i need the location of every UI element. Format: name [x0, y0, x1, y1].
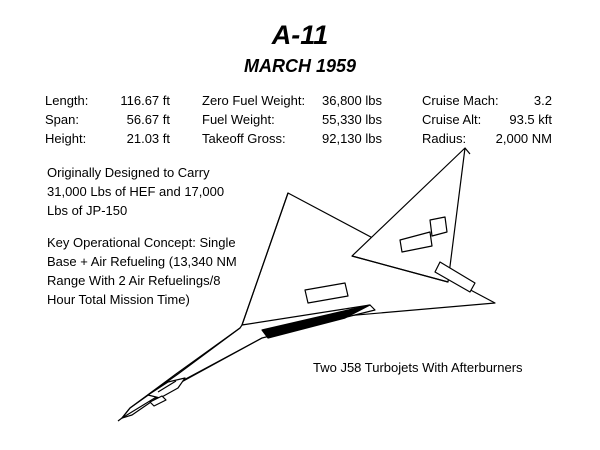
fin-control-surface-upper	[430, 217, 447, 236]
spec-value: 116.67 ft	[120, 93, 170, 108]
spec-label: Length:	[45, 93, 89, 108]
spec-value: 92,130 lbs	[322, 131, 382, 146]
spec-label: Cruise Alt:	[422, 112, 482, 127]
operational-concept-note: Key Operational Concept: Single Base + Air Refueling (13,340 NM Range With 2 Air Refuelings/8 Hour Total Mission Time)	[47, 235, 237, 307]
spec-value: 93.5 kft	[509, 112, 552, 127]
spec-value: 21.03 ft	[126, 131, 170, 146]
spec-value: 3.2	[533, 93, 552, 108]
spec-value: 56.67 ft	[126, 112, 170, 127]
spec-label: Radius:	[422, 131, 467, 146]
page-subtitle-date: MARCH 1959	[243, 56, 357, 76]
spec-value: 2,000 NM	[495, 131, 552, 146]
design-payload-note: Originally Designed to Carry 31,000 Lbs of HEF and 17,000 Lbs of JP-150	[47, 165, 225, 218]
spec-label: Span:	[45, 112, 79, 127]
spec-label: Cruise Mach:	[422, 93, 499, 108]
spec-label: Zero Fuel Weight:	[202, 93, 306, 108]
engine-caption: Two J58 Turbojets With Afterburners	[313, 360, 523, 375]
spec-label: Fuel Weight:	[202, 112, 275, 127]
spec-value: 36,800 lbs	[322, 93, 382, 108]
page-title: A-11	[271, 20, 329, 50]
spec-label: Height:	[45, 131, 87, 146]
spec-label: Takeoff Gross:	[202, 131, 286, 146]
spec-value: 55,330 lbs	[322, 112, 382, 127]
